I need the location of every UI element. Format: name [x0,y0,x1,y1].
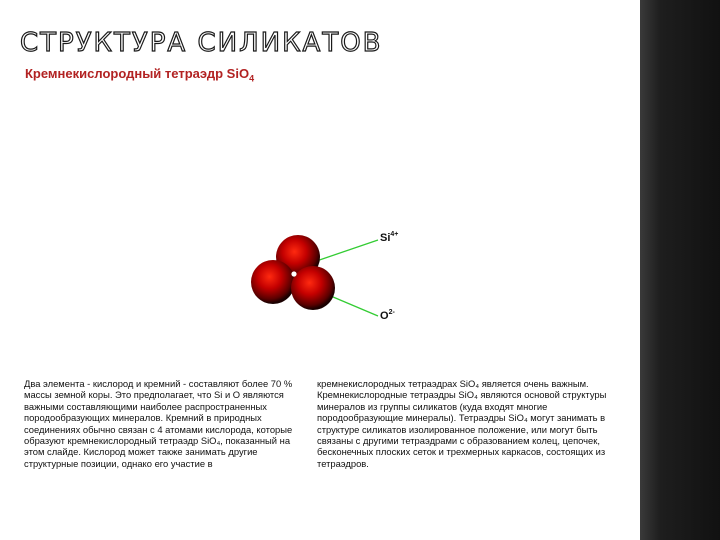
o-pointer-line [326,294,378,316]
body-text-left: Два элемента - кислород и кремний - составляют более 70 % массы земной коры. Это предполагает, что Si и О являются важными составляющими наиболее распространенных породообразующих минералов. Кремний в природных соединениях обычно связан с 4 атомами кислорода, которые образуют кремнекислородный тетраэдр SiO₄, показанный на этом слайде. Кислород может также занимать другие структурные позиции, однако его участие в [24,378,293,469]
body-text-right: кремнекислородных тетраэдрах SiO₄ является очень важным. Кремнекислородные тетраэдры SiO₄ являются основой структуры минералов из группы силикатов (куда входят многие породообразующие минералы). Тетраэдры SiO₄ могут занимать в структуре силикатов изолированное положение, или могут быть связаны с другими тетраэдрами с образованием колец, цепочек, бесконечных плоских сеток и трехмерных каркасов, состоящих из тетраэдров. [317,378,607,469]
o-symbol: O [380,310,389,322]
si-charge: 4+ [390,231,399,238]
tetrahedron-diagram [230,220,470,330]
slide-title: СТРУКТУРА СИЛИКАТОВ [20,28,383,58]
o-charge: 2- [388,309,395,316]
right-dark-band [640,0,720,540]
si-label [380,232,398,244]
subtitle-subscript: 4 [249,73,255,84]
o-label [380,310,395,322]
si-symbol: Si [380,232,391,244]
oxygen-atom-right [291,266,335,310]
silicon-atom [291,271,296,276]
slide-subtitle [25,66,254,84]
subtitle-text: Кремнекислородный тетраэдр SiO [25,66,250,81]
oxygen-atom-left [251,260,295,304]
